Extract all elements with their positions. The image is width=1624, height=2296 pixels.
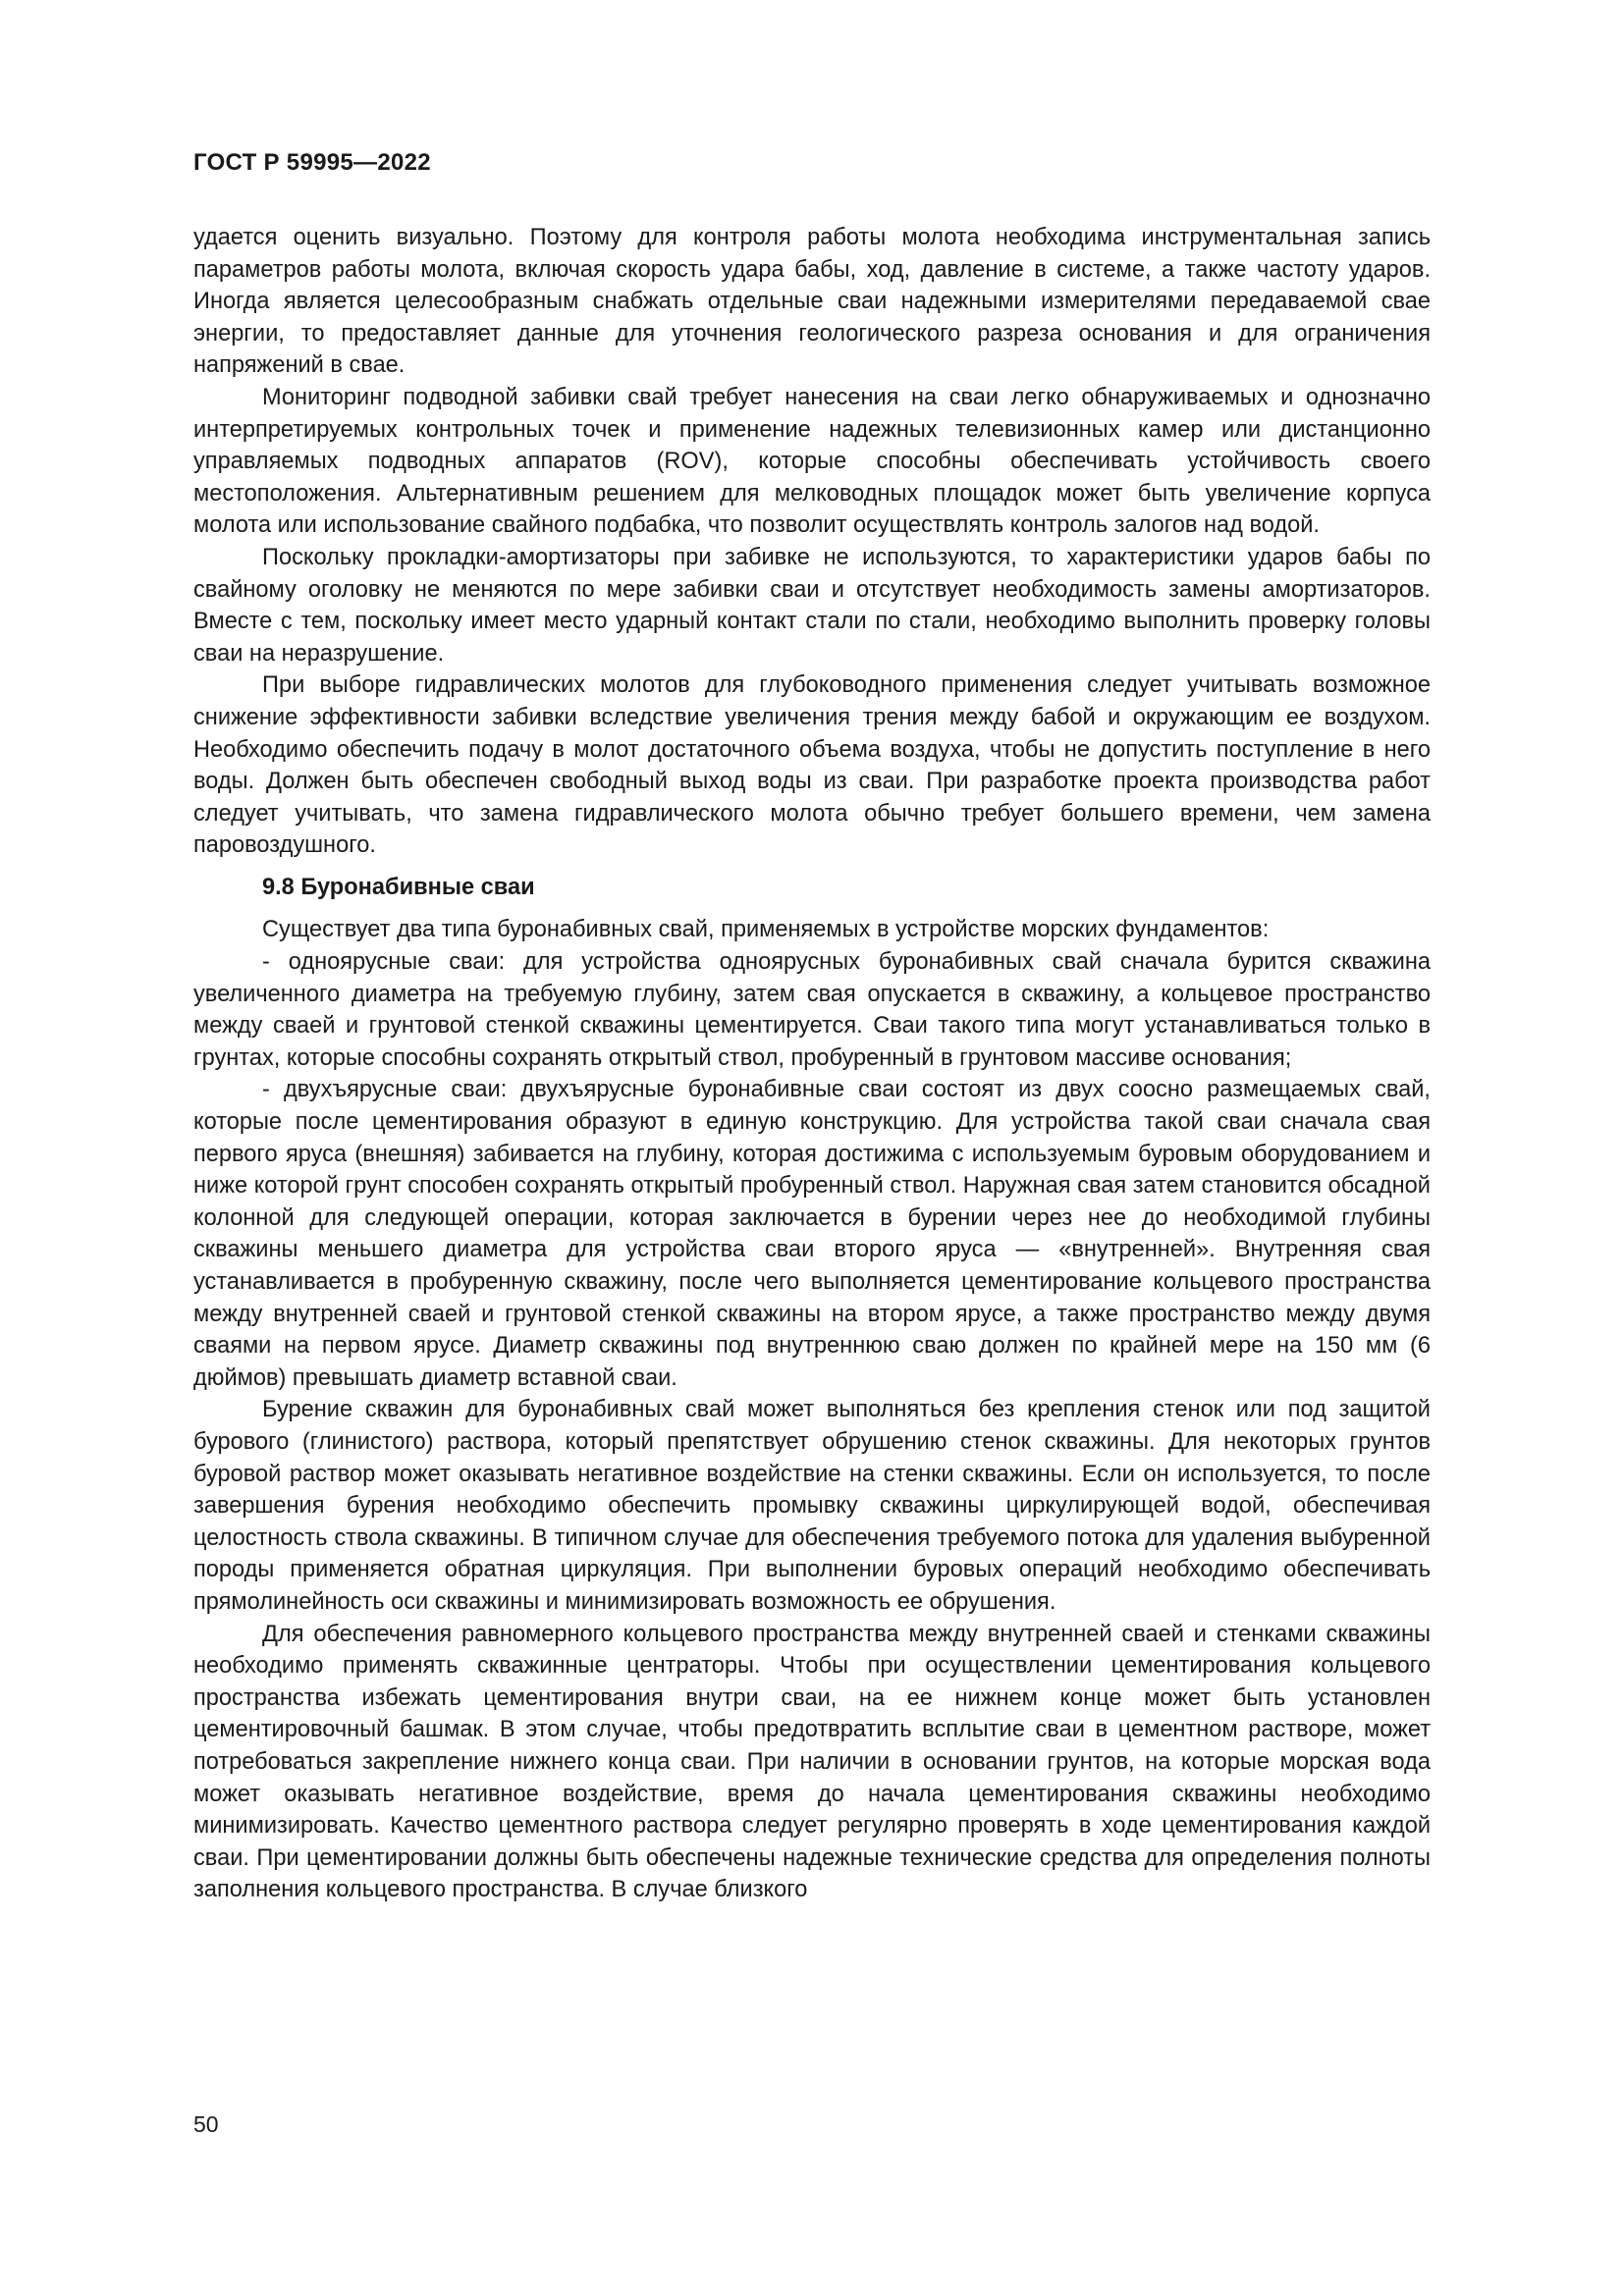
paragraph: Поскольку прокладки-амортизаторы при забивке не используются, то характеристики ударов бабы по свайному оголовку не меняются по мере забивки сваи и отсутствует необходимость замены амортизаторов. Вместе с тем, поскольку имеет место ударный контакт стали по стали, необходимо выполнить проверку головы сваи на неразрушение.	[193, 544, 1431, 667]
list-item: - двухъярусные сваи: двухъярусные буронабивные сваи состоят из двух соосно размещаемых свай, которые после цементирования образуют в единую конструкцию. Для устройства такой сваи сначала свая первого яруса (внешняя) забивается на глубину, которая достижима с используемым буровым оборудованием и ниже которой грунт способен сохранять открытый пробуренный ствол. Наружная свая затем становится обсадной колонной для следующей операции, которая заключается в бурении через нее до необходимой глубины скважины меньшего диаметра для устройства сваи второго яруса — «внутренней». Внутренняя свая устанавливается в пробуренную скважину, после чего выполняется цементирование кольцевого пространства между внутренней сваей и грунтовой стенкой скважины на втором ярусе, а также пространство между двумя сваями на первом ярусе. Диаметр скважины под внутреннюю сваю должен по крайней мере на 150 мм (6 дюймов) превышать диаметр вставной сваи.	[193, 1077, 1431, 1391]
paragraph: удается оценить визуально. Поэтому для контроля работы молота необходима инструментальная запись параметров работы молота, включая скорость удара бабы, ход, давление в системе, а также частоту ударов. Иногда является целесообразным снабжать отдельные сваи надежными измерителями передаваемой свае энергии, то предоставляет данные для уточнения геологического разреза основания и для ограничения напряжений в свае.	[193, 225, 1431, 379]
paragraph: Мониторинг подводной забивки свай требует нанесения на сваи легко обнаруживаемых и однозначно интерпретируемых контрольных точек и применение надежных телевизионных камер или дистанционно управляемых подводных аппаратов (ROV), которые способны обеспечивать устойчивость своего местоположения. Альтернативным решением для мелководных площадок может быть увеличение корпуса молота или использование свайного подбабка, что позволит осуществлять контроль залогов над водой.	[193, 384, 1431, 539]
page-number: 50	[193, 2111, 219, 2137]
paragraph: Бурение скважин для буронабивных свай может выполняться без крепления стенок или под защитой бурового (глинистого) раствора, который препятствует обрушению стенок скважины. Для некоторых грунтов буровой раствор может оказывать негативное воздействие на стенки скважины. Если он используется, то после завершения бурения необходимо обеспечить промывку скважины циркулирующей водой, обеспечивая целостность ствола скважины. В типичном случае для обеспечения требуемого потока для удаления выбуренной породы применяется обратная циркуляция. При выполнении буровых операций необходимо обеспечивать прямолинейность оси скважины и минимизировать возможность ее обрушения.	[193, 1397, 1431, 1615]
list-item: - одноярусные сваи: для устройства одноярусных буронабивных свай сначала бурится скважина увеличенного диаметра на требуемую глубину, затем свая опускается в скважину, а кольцевое пространство между сваей и грунтовой стенкой скважины цементируется. Сваи такого типа могут устанавливаться только в грунтах, которые способны сохранять открытый ствол, пробуренный в грунтовом массиве основания;	[193, 949, 1431, 1071]
paragraph: При выборе гидравлических молотов для глубоководного применения следует учитывать возможное снижение эффективности забивки вследствие увеличения трения между бабой и окружающим ее воздухом. Необходимо обеспечить подачу в молот достаточного объема воздуха, чтобы не допустить поступление в него воды. Должен быть обеспечен свободный выход воды из сваи. При разработке проекта производства работ следует учитывать, что замена гидравлического молота обычно требует большего времени, чем замена паровоздушного.	[193, 672, 1431, 859]
document-body	[193, 222, 1431, 1906]
paragraph: Существует два типа буронабивных свай, применяемых в устройстве морских фундаментов:	[262, 917, 1270, 943]
section-heading: 9.8 Буронабивные сваи	[262, 874, 535, 900]
paragraph: Для обеспечения равномерного кольцевого пространства между внутренней сваей и стенками скважины необходимо применять скважинные центраторы. Чтобы при осуществлении цементирования кольцевого пространства избежать цементирования внутри сваи, на ее нижнем конце может быть установлен цементировочный башмак. В этом случае, чтобы предотвратить всплытие сваи в цементном растворе, может потребоваться закрепление нижнего конца сваи. При наличии в основании грунтов, на которые морская вода может оказывать негативное воздействие, время до начала цементирования скважины необходимо минимизировать. Качество цементного раствора следует регулярно проверять в ходе цементирования каждой сваи. При цементировании должны быть обеспечены надежные технические средства для определения полноты заполнения кольцевого пространства. В случае близкого	[193, 1621, 1431, 1903]
document-header-code: ГОСТ Р 59995—2022	[193, 149, 431, 176]
